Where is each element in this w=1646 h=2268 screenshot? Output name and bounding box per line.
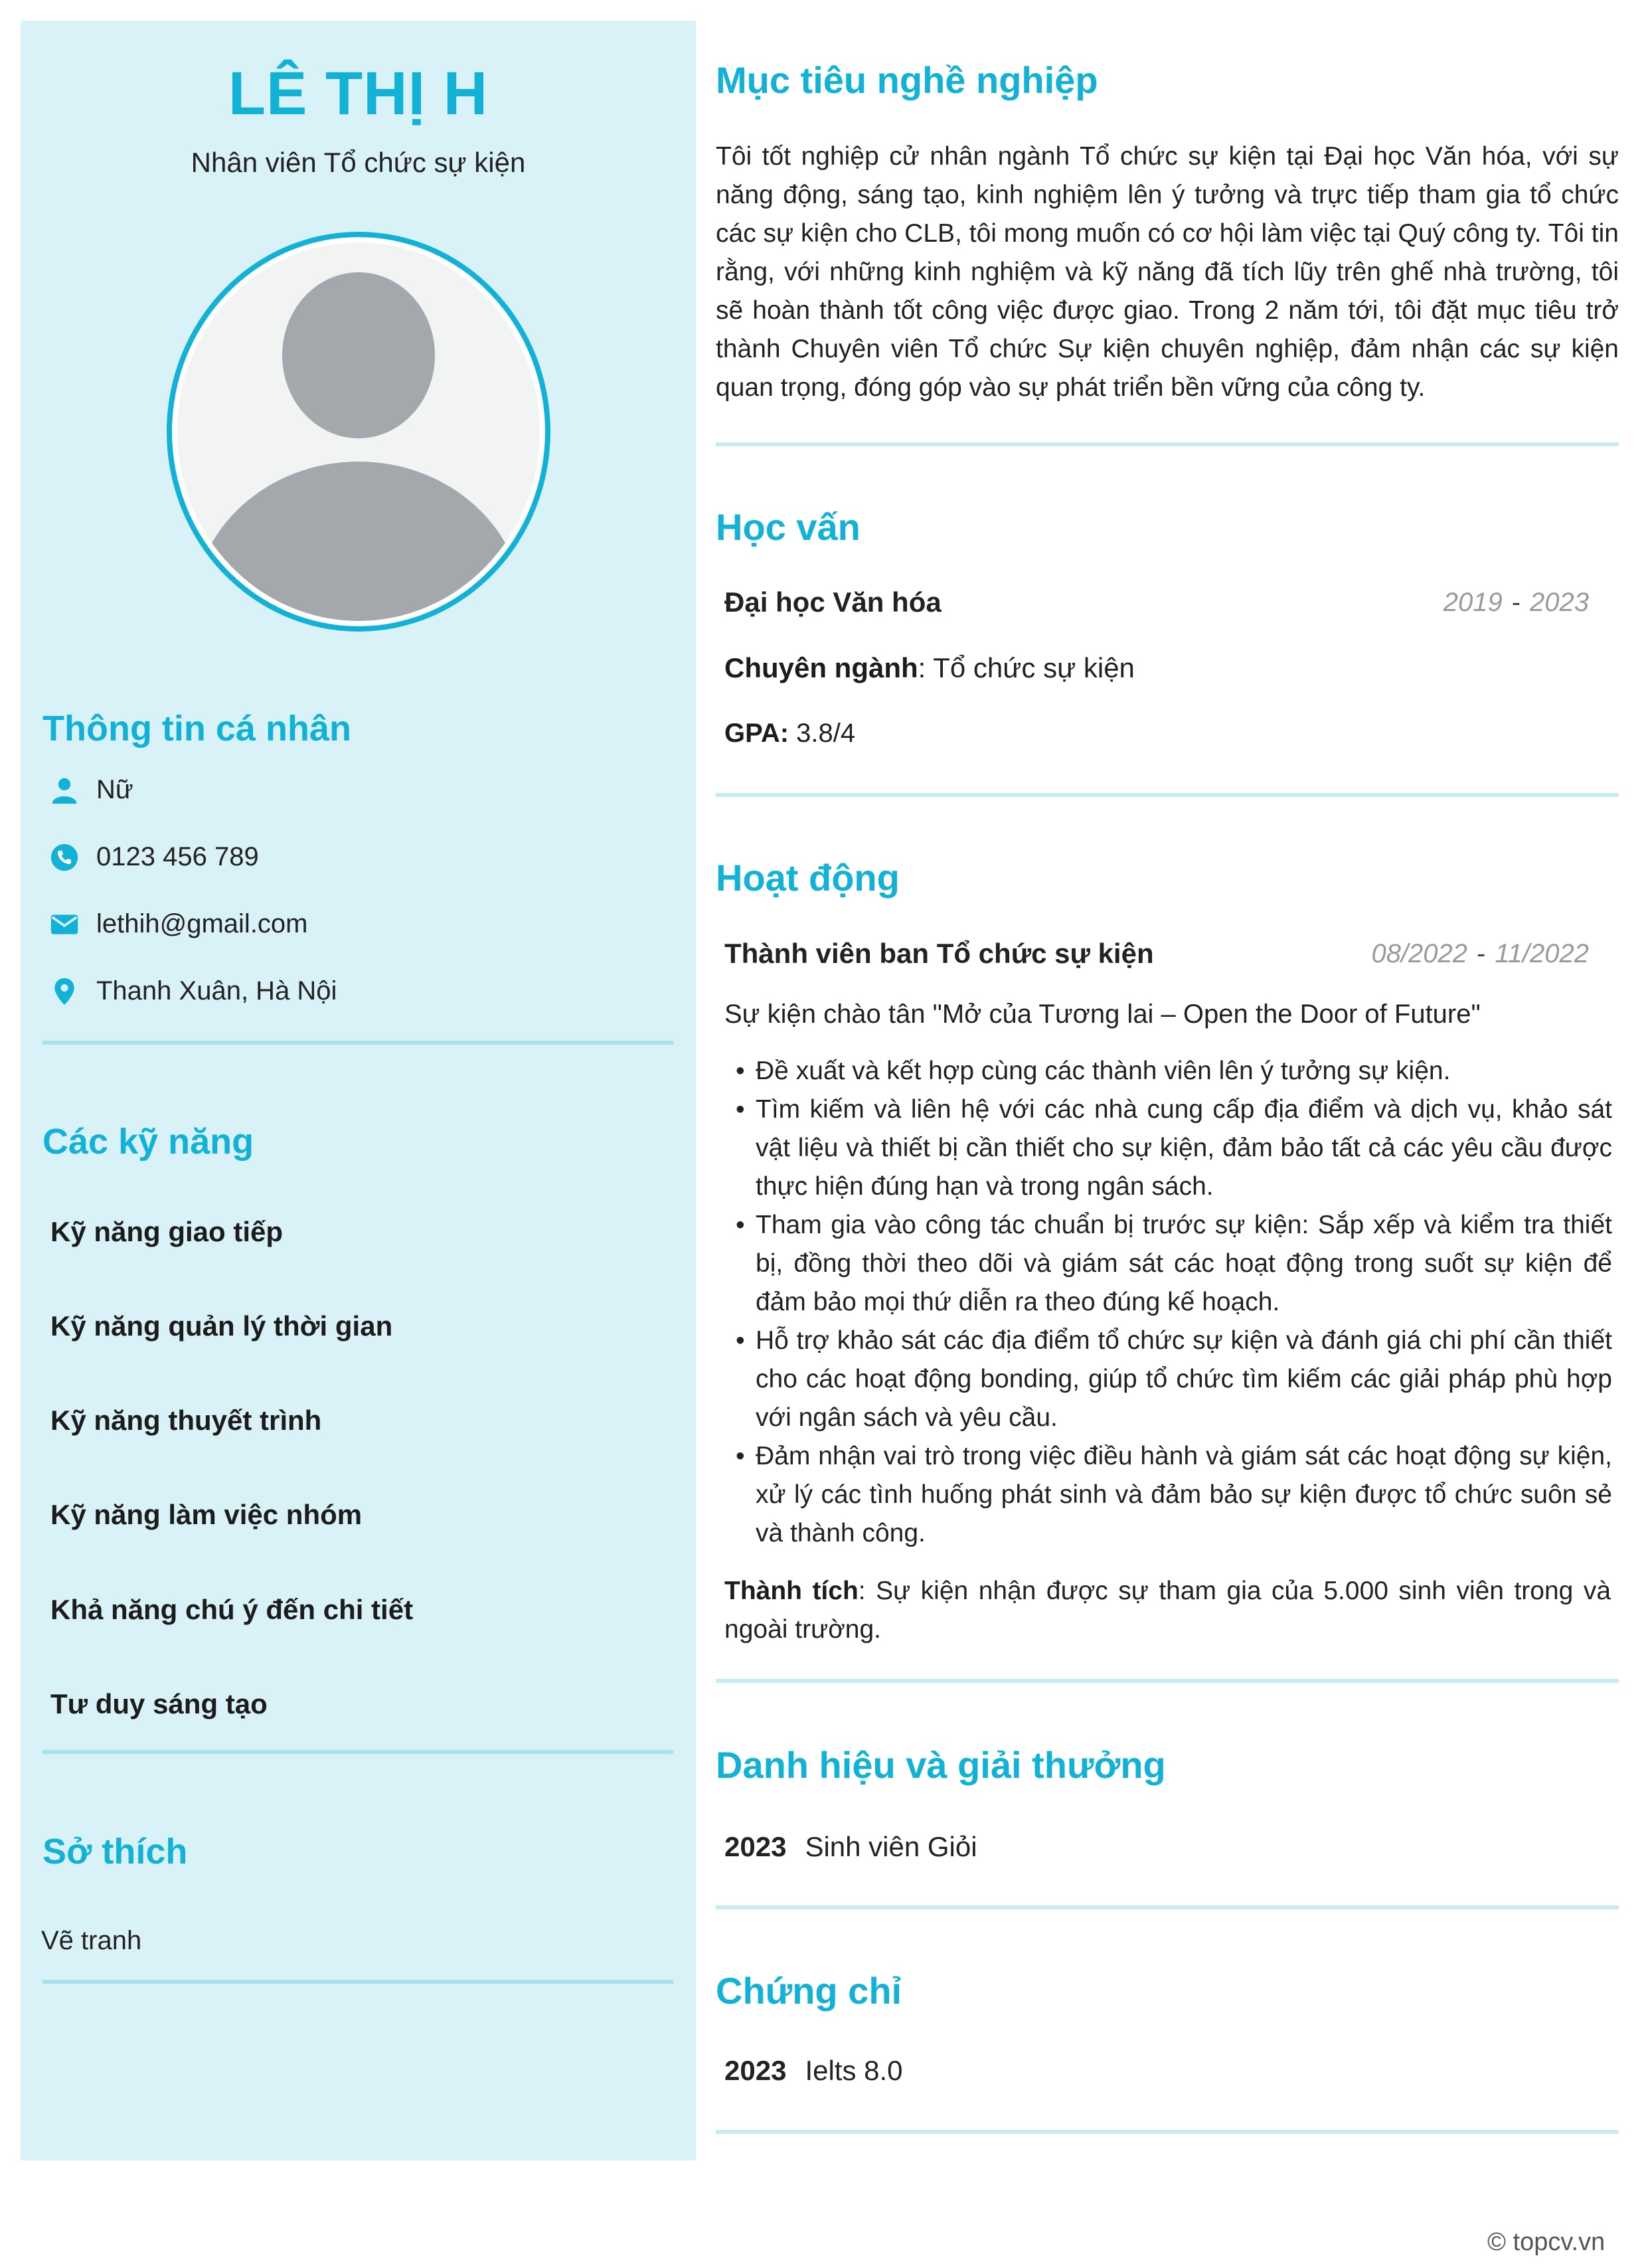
list-item: • Đề xuất và kết hợp cùng các thành viên lên ý tưởng sự kiện. [756,1052,1612,1090]
activity-title: Thành viên ban Tổ chức sự kiện [724,938,1154,969]
divider [42,1041,673,1045]
major-value: : Tổ chức sự kiện [918,652,1135,683]
phone-row [50,842,259,872]
gender-value: Nữ [96,775,133,804]
activity-dates: 08/2022 - 11/2022 [1371,939,1589,968]
candidate-name: LÊ THỊ H [228,60,489,128]
awards-heading: Danh hiệu và giải thưởng [716,1744,1166,1786]
location-pin-icon [50,977,79,1006]
list-item: • Hỗ trợ khảo sát các địa điểm tổ chức sự kiện và đánh giá chi phí cần thiết cho các hoạt động bonding, giúp tổ chức tìm kiếm các giải pháp phù hợp với ngân sách và yêu cầu. [756,1322,1612,1437]
activity-start: 08/2022 [1371,939,1468,968]
email-row [50,909,308,939]
education-dates: 2019 - 2023 [1443,588,1589,617]
skills-heading: Các kỹ năng [42,1122,254,1162]
major-label: Chuyên ngành [724,652,918,683]
divider [716,1679,1619,1683]
candidate-role: Nhân viên Tổ chức sự kiện [191,147,526,178]
award-title: Sinh viên Giỏi [805,1831,977,1862]
sidebar [21,21,696,2160]
education-end: 2023 [1530,588,1589,617]
school-name: Đại học Văn hóa [724,586,942,618]
activity-end: 11/2022 [1495,939,1589,968]
email-value[interactable]: lethih@gmail.com [96,909,308,938]
gpa-row [724,719,855,748]
gender-row [50,775,133,805]
major-row [724,652,1135,684]
achievement-label: Thành tích [724,1577,859,1605]
phone-icon [50,843,79,872]
education-heading: Học vấn [716,506,861,548]
hobbies-heading: Sở thích [42,1832,188,1872]
divider [42,1980,673,1984]
divider [716,1905,1619,1909]
achievement-value: : Sự kiện nhận được sự tham gia của 5.000 sinh viên trong và ngoài trường. [724,1577,1611,1644]
avatar[interactable] [167,232,550,632]
skill-item: Kỹ năng thuyết trình [50,1405,322,1436]
award-year: 2023 [724,1831,787,1862]
activity-bullets [756,1052,1612,1553]
avatar-placeholder-icon [177,242,540,621]
education-start: 2019 [1443,588,1503,617]
user-icon [50,776,79,805]
gpa-value: 3.8/4 [789,719,856,748]
award-row [724,1831,977,1863]
divider [716,793,1619,797]
personal-info-heading: Thông tin cá nhân [42,709,351,748]
address-row [50,976,337,1006]
list-item: • Đảm nhận vai trò trong việc điều hành và giám sát các hoạt động sự kiện, xử lý các tình huống phát sinh và đảm bảo sự kiện được tổ chức suôn sẻ và thành công. [756,1437,1612,1553]
list-item: • Tham gia vào công tác chuẩn bị trước sự kiện: Sắp xếp và kiểm tra thiết bị, đồng thời theo dõi và giám sát các hoạt động trong suốt sự kiện để đảm bảo mọi thứ diễn ra theo đúng kế hoạch. [756,1206,1612,1322]
activities-heading: Hoạt động [716,857,900,899]
skill-item: Kỹ năng giao tiếp [50,1216,284,1247]
phone-value[interactable]: 0123 456 789 [96,842,259,871]
skill-item: Tư duy sáng tạo [50,1688,268,1719]
envelope-icon [50,910,79,939]
divider [42,1750,673,1754]
certificate-row [724,2055,903,2087]
certificate-year: 2023 [724,2055,787,2086]
skill-item: Kỹ năng làm việc nhóm [50,1499,363,1530]
objective-heading: Mục tiêu nghề nghiệp [716,59,1098,101]
achievement-row [724,1572,1611,1649]
hobby-item: Vẽ tranh [41,1926,142,1955]
address-value: Thanh Xuân, Hà Nội [96,976,337,1005]
watermark: © topcv.vn [1487,2228,1605,2256]
divider [716,442,1619,446]
activity-event: Sự kiện chào tân "Mở của Tương lai – Open the Door of Future" [724,1000,1481,1029]
skill-item: Khả năng chú ý đến chi tiết [50,1594,414,1625]
divider [716,2130,1619,2134]
objective-text: Tôi tốt nghiệp cử nhân ngành Tổ chức sự kiện tại Đại học Văn hóa, với sự năng động, sáng tạo, kinh nghiệm lên ý tưởng và trực tiếp tham gia tổ chức các sự kiện cho CLB, tôi mong muốn có cơ hội làm việc tại Quý công ty. Tôi tin rằng, với những kinh nghiệm và kỹ năng đã tích lũy trên ghế nhà trường, tôi sẽ hoàn thành tốt công việc được giao. Trong 2 năm tới, tôi đặt mục tiêu trở thành Chuyên viên Tổ chức Sự kiện chuyên nghiệp, đảm nhận các sự kiện quan trọng, đóng góp vào sự phát triển bền vững của công ty. [716,142,1619,402]
certificates-heading: Chứng chỉ [716,1970,902,2012]
gpa-label: GPA: [724,719,789,748]
skill-item: Kỹ năng quản lý thời gian [50,1310,393,1342]
list-item: • Tìm kiếm và liên hệ với các nhà cung cấp địa điểm và dịch vụ, khảo sát vật liệu và thiết bị cần thiết cho sự kiện, đảm bảo tất cả các yêu cầu được thực hiện đúng hạn và trong ngân sách. [756,1090,1612,1206]
certificate-title: Ielts 8.0 [805,2055,903,2086]
